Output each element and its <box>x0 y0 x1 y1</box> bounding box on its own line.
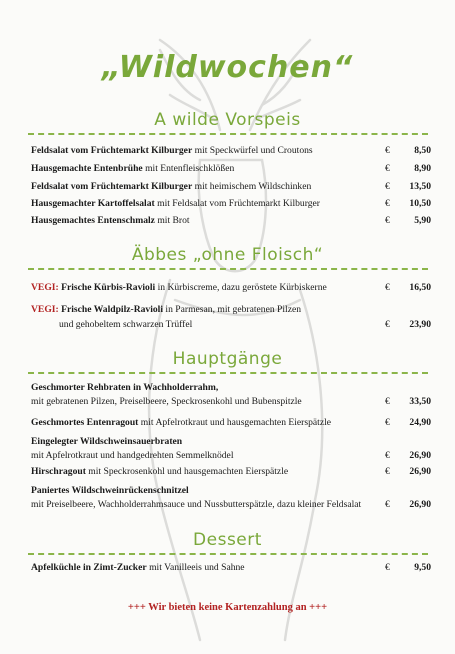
dish-description-line2: mit Preiselbeere, Wachholderrahmsauce und Nussbutterspätzle, dazu kleiner Feldsalat <box>31 499 362 510</box>
currency-symbol: € <box>385 163 390 174</box>
dish-description: mit Feldsalat vom Früchtemarkt Kilburger <box>154 198 321 209</box>
dish-description: mit Speckrosenkohl und hausgemachten Eierspätzle <box>85 466 289 477</box>
dish-description-line2: mit gebratenen Pilzen, Preiselbeere, Speckrosenkohl und Bubenspitzle <box>31 396 302 407</box>
dish-name: Paniertes Wildschweinrückenschnitzel <box>31 485 189 496</box>
section-divider <box>28 372 428 374</box>
dish-name: Geschmorter Rehbraten in Wachholderrahm, <box>31 382 219 393</box>
section-title-dessert: Dessert <box>193 530 262 550</box>
dish-price: 8,50 <box>414 145 431 156</box>
section-title-vegi: Äbbes „ohne Floisch“ <box>131 245 324 265</box>
dish-name: Hausgemachtes Entenschmalz <box>31 215 155 226</box>
dish-description: mit heimischem Wildschinken <box>192 181 312 192</box>
dish-name: Apfelküchle in Zimt-Zucker <box>31 562 147 573</box>
dish-description-line2: und gehobeltem schwarzen Trüffel <box>59 319 193 330</box>
section-divider <box>28 268 428 270</box>
currency-symbol: € <box>385 181 390 192</box>
vegi-tag: VEGI: <box>31 304 59 315</box>
dish-price: 33,50 <box>409 396 431 407</box>
currency-symbol: € <box>385 466 390 477</box>
dish-price: 13,50 <box>409 181 431 192</box>
dish-price: 9,50 <box>414 562 431 573</box>
dish-description: mit Entenfleischklößen <box>142 163 235 174</box>
section-divider <box>28 553 428 555</box>
dish-name: Feldsalat vom Früchtemarkt Kilburger <box>31 145 193 156</box>
dish-price: 5,90 <box>414 215 431 226</box>
payment-notice: +++ Wir bieten keine Kartenzahlung an +++ <box>127 602 328 613</box>
dish-price: 26,90 <box>409 450 431 461</box>
currency-symbol: € <box>385 198 390 209</box>
dish-name: Eingelegter Wildschweinsauerbraten <box>31 436 183 447</box>
dish-price: 26,90 <box>409 499 431 510</box>
dish-description: mit Speckwürfel und Croutons <box>192 145 313 156</box>
dish-price: 26,90 <box>409 466 431 477</box>
currency-symbol: € <box>385 417 390 428</box>
section-title-vorspeis: A wilde Vorspeis <box>154 110 301 130</box>
dish-name: Hausgemachte Entenbrühe <box>31 163 143 174</box>
dish-name: Frische Waldpilz-Ravioli <box>58 304 164 315</box>
currency-symbol: € <box>385 562 390 573</box>
dish-description: mit Vanilleeis und Sahne <box>146 562 245 573</box>
dish-description: in Parmesan, mit gebratenen Pilzen <box>163 304 302 315</box>
dish-description: in Kürbiscreme, dazu geröstete Kürbiskerne <box>155 282 327 293</box>
currency-symbol: € <box>385 319 390 330</box>
dish-description-line2: mit Apfelrotkraut und handgedrehten Semmelknödel <box>31 450 234 461</box>
dish-description: mit Brot <box>154 215 190 226</box>
currency-symbol: € <box>385 145 390 156</box>
dish-price: 16,50 <box>409 282 431 293</box>
dish-price: 10,50 <box>409 198 431 209</box>
dish-price: 24,90 <box>409 417 431 428</box>
dish-name: Feldsalat vom Früchtemarkt Kilburger <box>31 181 193 192</box>
vegi-tag: VEGI: <box>31 282 59 293</box>
currency-symbol: € <box>385 499 390 510</box>
dish-price: 8,90 <box>414 163 431 174</box>
menu-title: „Wildwochen“ <box>101 50 354 85</box>
dish-name: Hirschragout <box>31 466 86 477</box>
currency-symbol: € <box>385 282 390 293</box>
currency-symbol: € <box>385 215 390 226</box>
section-title-hauptgaenge: Hauptgänge <box>172 349 283 369</box>
dish-description: mit Apfelrotkraut und hausgemachten Eierspätzle <box>138 417 332 428</box>
currency-symbol: € <box>385 396 390 407</box>
dish-name: Hausgemachter Kartoffelsalat <box>31 198 155 209</box>
currency-symbol: € <box>385 450 390 461</box>
dish-name: Frische Kürbis-Ravioli <box>58 282 156 293</box>
dish-price: 23,90 <box>409 319 431 330</box>
section-divider <box>28 133 428 135</box>
dish-name: Geschmortes Entenragout <box>31 417 139 428</box>
